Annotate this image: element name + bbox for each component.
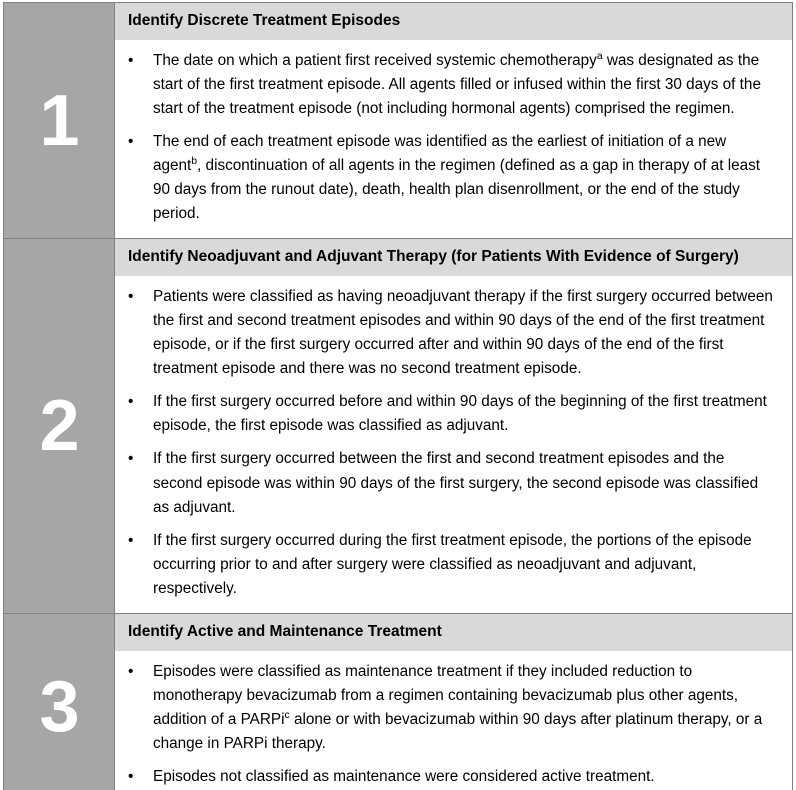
step-row [4, 239, 793, 613]
bullet-text: Patients were classified as having neoadjuvant therapy if the first surgery occurred between the first and second treatment episodes and within 90 days of the end of the first treatment episode, or if the first surgery occurred after and within 90 days of the end of the first treatment episode and there was no second treatment episode. [153, 288, 773, 378]
step-content-cell [115, 613, 793, 790]
step-content-cell [115, 3, 793, 239]
list-item [115, 390, 780, 438]
bullet-icon: • [128, 393, 134, 411]
step-row [4, 3, 793, 239]
list-item [115, 660, 780, 756]
bullet-text: Episodes not classified as maintenance were considered active treatment. [153, 767, 655, 785]
step-header: Identify Neoadjuvant and Adjuvant Therapy (for Patients With Evidence of Surgery) [115, 239, 792, 276]
step-number-cell [4, 239, 115, 613]
bullet-icon: • [128, 450, 134, 468]
step-row [4, 613, 793, 790]
bullet-text: If the first surgery occurred before and within 90 days of the beginning of the first treatment episode, the first episode was classified as adjuvant. [153, 393, 767, 435]
bullet-text: If the first surgery occurred between the first and second treatment episodes and the second episode was within 90 days of the first surgery, the second episode was classified as adjuvant. [153, 450, 759, 516]
step-number: 1 [39, 80, 79, 161]
list-item [115, 447, 780, 519]
step-bullet-list [115, 276, 792, 612]
list-item [115, 49, 780, 121]
step-bullet-list [115, 651, 792, 790]
list-item [115, 529, 780, 601]
step-header: Identify Discrete Treatment Episodes [115, 3, 792, 40]
step-number: 2 [39, 385, 79, 466]
bullet-text: If the first surgery occurred during the first treatment episode, the portions of the episode occurring prior to and after surgery were classified as neoadjuvant and adjuvant, respectively. [153, 531, 752, 597]
steps-table [3, 2, 793, 790]
bullet-icon: • [128, 133, 134, 151]
list-item [115, 130, 780, 226]
bullet-icon: • [128, 662, 134, 680]
list-item [115, 765, 780, 789]
step-number-cell [4, 3, 115, 239]
steps-table-body [4, 3, 793, 790]
bullet-icon: • [128, 767, 134, 785]
step-bullet-list [115, 40, 792, 238]
step-content-cell [115, 239, 793, 613]
step-number-cell [4, 613, 115, 790]
step-number: 3 [39, 667, 79, 748]
bullet-icon: • [128, 531, 134, 549]
bullet-text: The end of each treatment episode was identified as the earliest of initiation of a new agent$^b$, discontinuation of all agents in the regimen (defined as a gap in therapy of at least 90 days from the runout date), death, health plan disenrollment, or the end of the study period. [153, 133, 761, 223]
bullet-text: The date on which a patient first received systemic chemotherapy$^a$ was designated as the start of the first treatment episode. All agents filled or infused within the first 30 days of the start of the treatment episode (not including hormonal agents) comprised the regimen. [153, 51, 761, 118]
bullet-text: Episodes were classified as maintenance treatment if they included reduction to monotherapy bevacizumab from a regimen containing bevacizumab plus other agents, addition of a PARPi$^c$ alone or with bevacizumab within 90 days after platinum therapy, or a change in PARPi therapy. [153, 662, 763, 752]
list-item [115, 285, 780, 381]
bullet-icon: • [128, 52, 134, 70]
bullet-icon: • [128, 288, 134, 306]
step-header: Identify Active and Maintenance Treatment [115, 614, 792, 651]
